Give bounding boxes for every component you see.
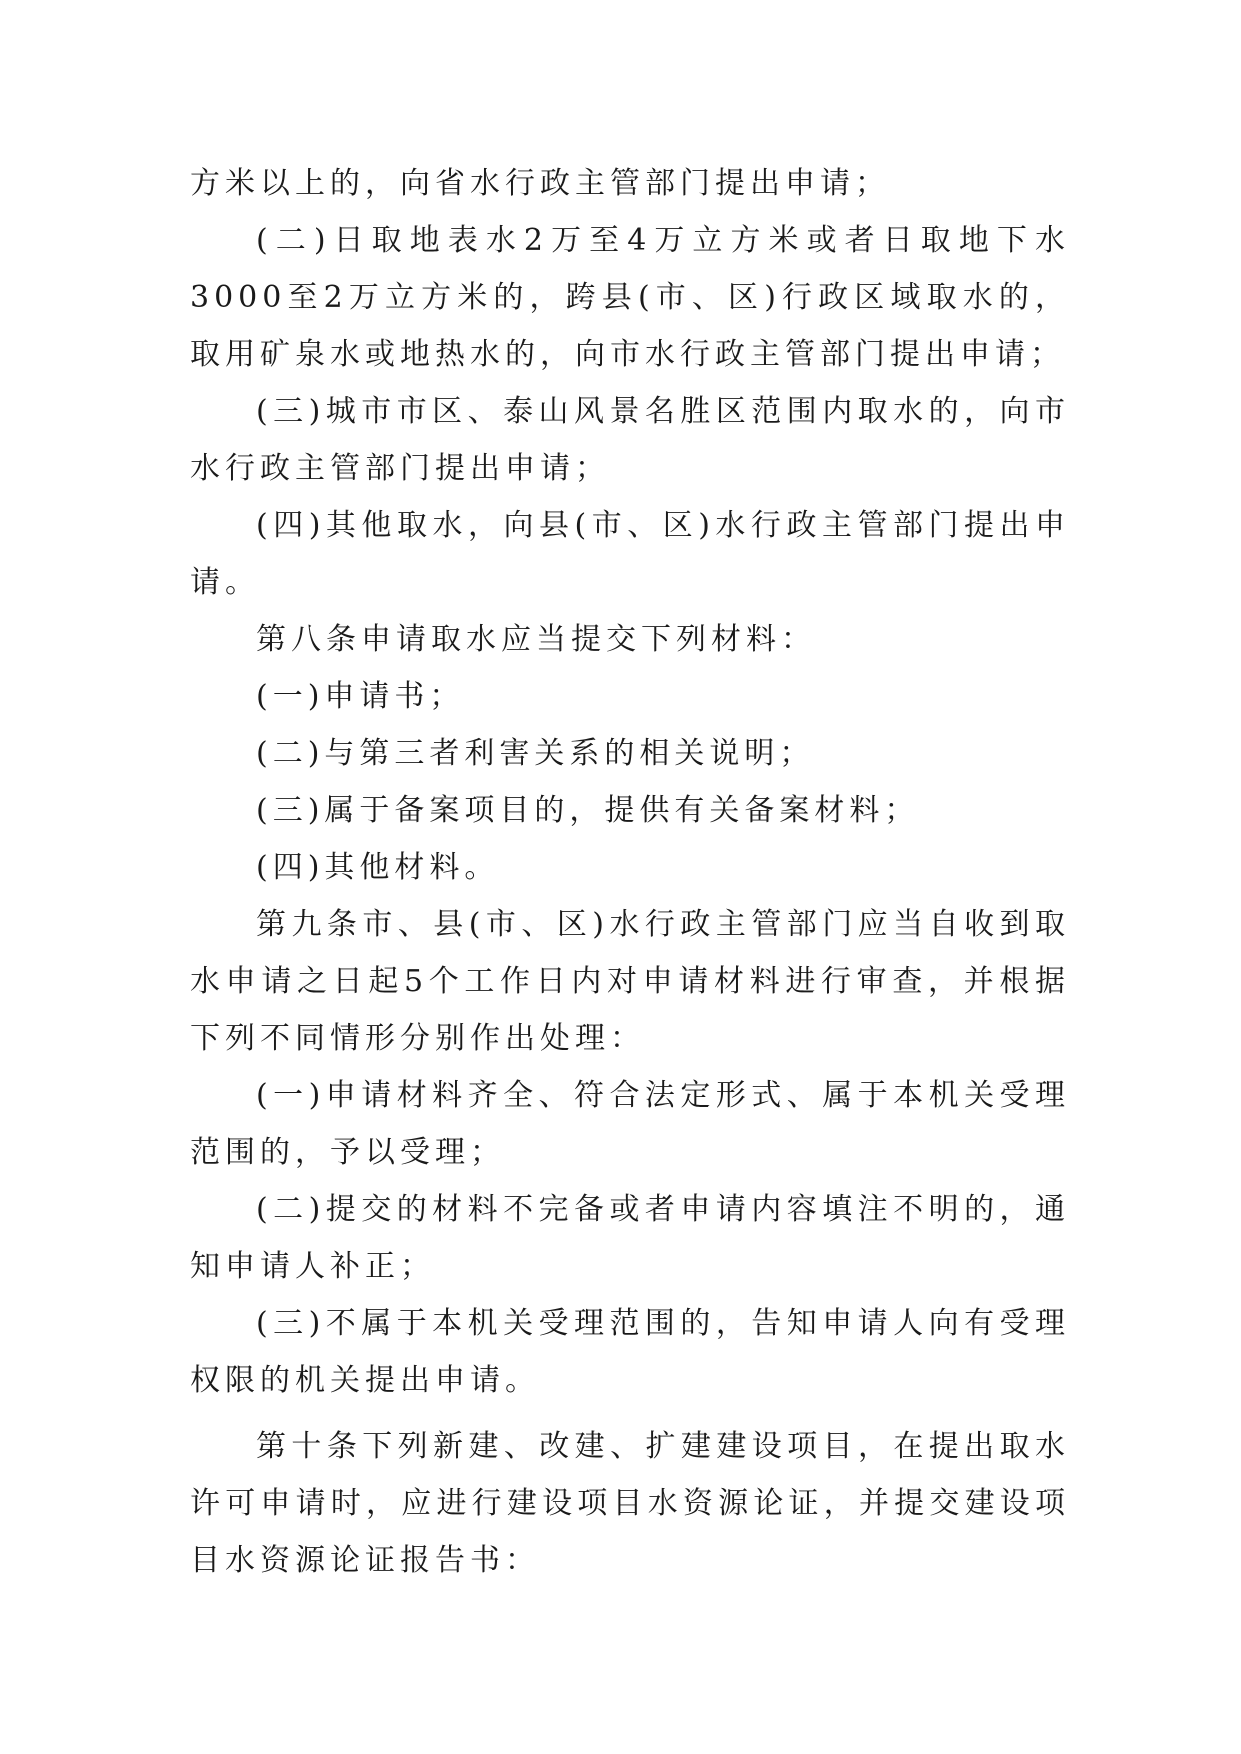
article-10-text: 第十条下列新建、改建、扩建建设项目，在提出取水许可申请时，应进行建设项目水资源论证，并提交建设项目水资源论证报告书： [190, 1429, 1070, 1578]
article-8-item-4: (四)其他材料。 [256, 850, 500, 885]
paragraph-item-4: (四)其他取水，向县(市、区)水行政主管部门提出申请。 [190, 508, 1070, 600]
article-9-item-1: (一)申请材料齐全、符合法定形式、属于本机关受理范围的，予以受理； [190, 1078, 1070, 1170]
article-8-heading: 第八条申请取水应当提交下列材料： [256, 622, 816, 657]
article-8-item-2: (二)与第三者利害关系的相关说明； [256, 736, 815, 771]
paragraph-item-3: (三)城市市区、泰山风景名胜区范围内取水的，向市水行政主管部门提出申请； [190, 394, 1070, 486]
article-9-item-3: (三)不属于本机关受理范围的，告知申请人向有受理权限的机关提出申请。 [190, 1306, 1070, 1398]
paragraph-item-2: (二)日取地表水2万至4万立方米或者日取地下水3000至2万立方米的，跨县(市、区)行政区域取水的，取用矿泉水或地热水的，向市水行政主管部门提出申请； [190, 223, 1070, 372]
article-8-item-3: (三)属于备案项目的，提供有关备案材料； [256, 793, 920, 828]
article-9-item-2: (二)提交的材料不完备或者申请内容填注不明的，通知申请人补正； [190, 1192, 1070, 1284]
document-body [190, 155, 1070, 1589]
article-9-text: 第九条市、县(市、区)水行政主管部门应当自收到取水申请之日起5个工作日内对申请材料进行审查，并根据下列不同情形分别作出处理： [190, 907, 1070, 1056]
paragraph-continuation: 方米以上的，向省水行政主管部门提出申请； [190, 166, 890, 201]
article-8-item-1: (一)申请书； [256, 679, 465, 714]
